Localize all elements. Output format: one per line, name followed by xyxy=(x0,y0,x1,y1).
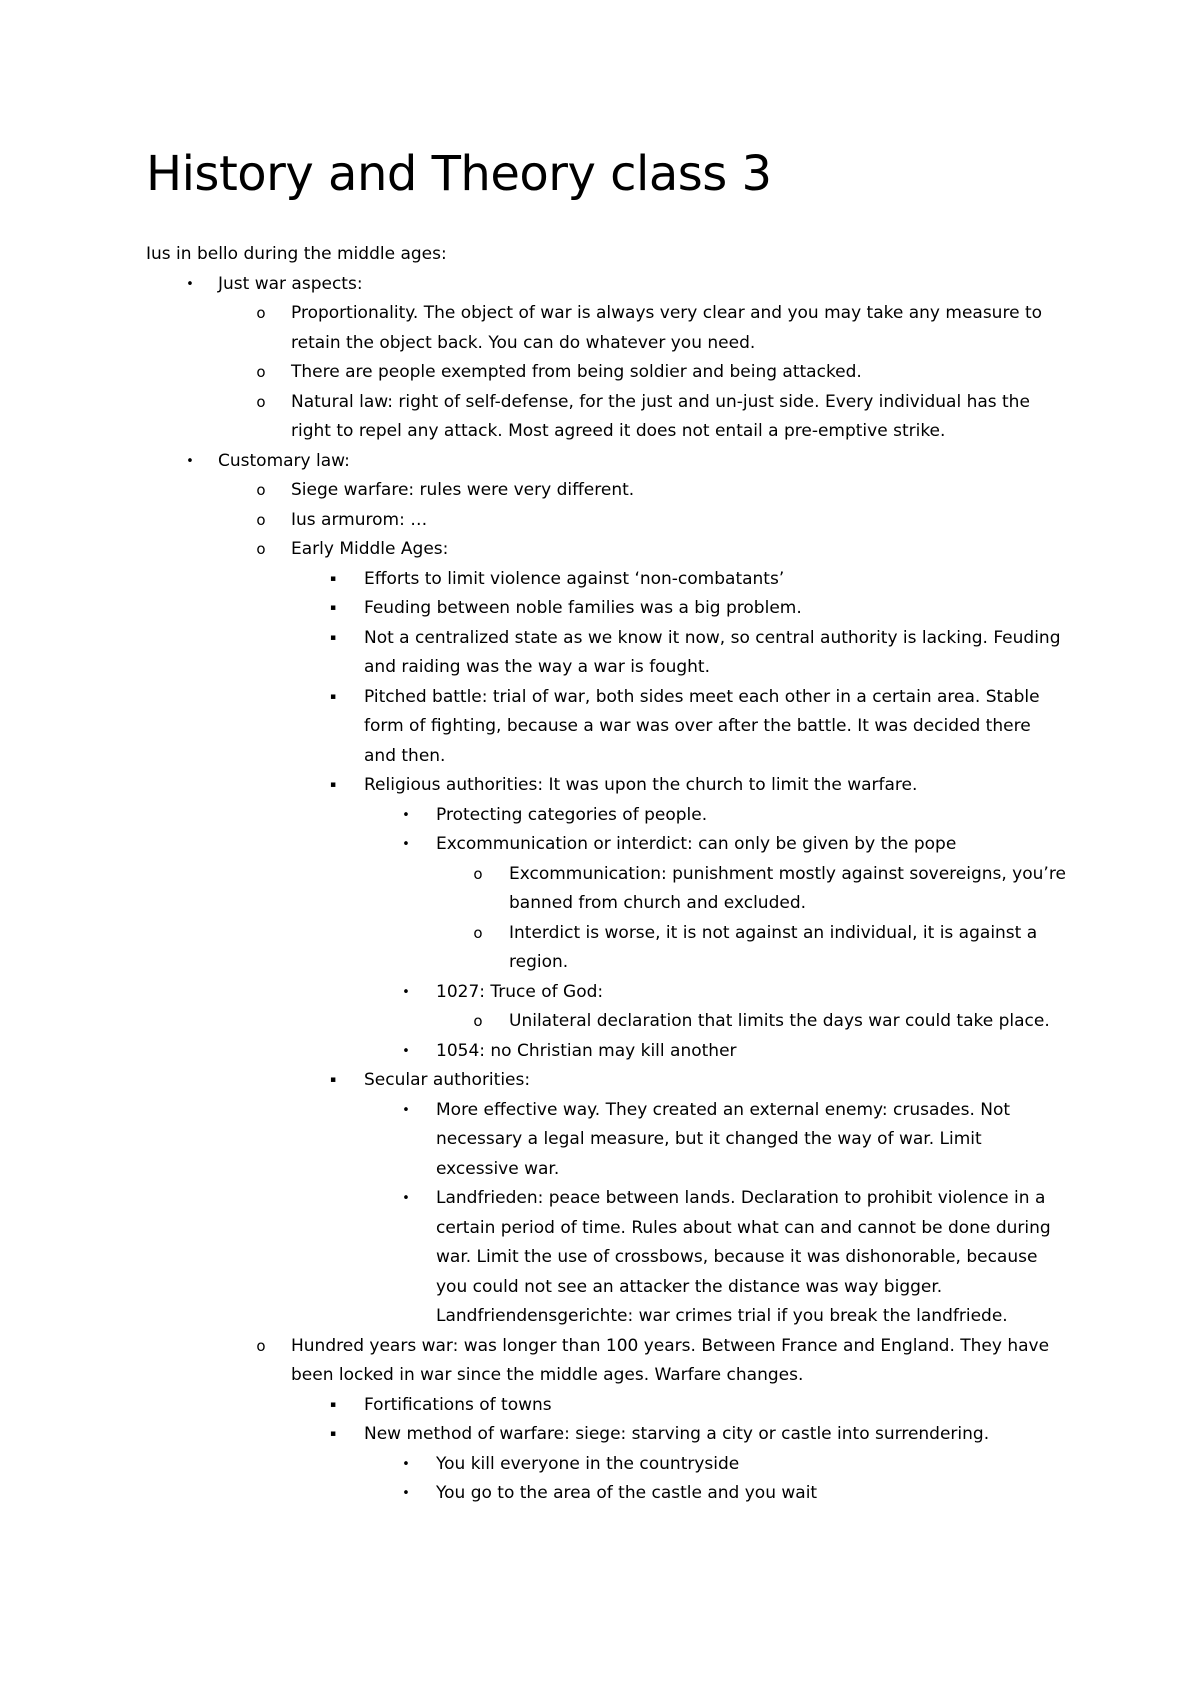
list-item-text: Religious authorities: It was upon the church to limit the warfare. xyxy=(364,775,918,795)
list-item-text: Unilateral declaration that limits the days war could take place. xyxy=(509,1011,1050,1031)
list-item xyxy=(0,771,1200,801)
list-item xyxy=(0,476,1200,506)
list-item xyxy=(0,594,1200,624)
list-item xyxy=(0,1450,1200,1480)
list-bullet: ▪ xyxy=(329,632,337,643)
list-item-text: Excommunication: punishment mostly against sovereigns, you’re banned from church and excluded. xyxy=(509,863,1066,913)
list-item-text: Customary law: xyxy=(218,450,350,471)
list-item xyxy=(0,1007,1200,1037)
list-item xyxy=(0,1391,1200,1421)
list-bullet: o xyxy=(256,363,266,381)
list-bullet: • xyxy=(402,1191,410,1206)
list-bullet: ▪ xyxy=(329,1075,337,1085)
list-item-text: Excommunication or interdict: can only be given by the pope xyxy=(436,834,957,854)
list-bullet: o xyxy=(473,923,483,942)
list-item xyxy=(0,447,1200,477)
list-bullet: ▪ xyxy=(329,573,337,584)
list-item-text: Natural law: right of self-defense, for the just and un-just side. Every individual has the right to repel any attack. Most agreed it does not entail a pre-emptive strike. xyxy=(291,391,1030,441)
list-item-text: You go to the area of the castle and you wait xyxy=(436,1483,818,1503)
list-bullet: o xyxy=(256,1336,266,1355)
outline-list xyxy=(0,270,1200,1509)
list-item xyxy=(0,299,1200,358)
list-bullet: • xyxy=(402,1102,410,1118)
list-item-text: New method of warfare: siege: starving a city or castle into surrendering. xyxy=(364,1424,990,1444)
list-bullet: o xyxy=(256,304,266,322)
list-item xyxy=(0,1420,1200,1450)
list-item-text: There are people exempted from being soldier and being attacked. xyxy=(291,362,862,382)
list-bullet: o xyxy=(256,540,266,558)
list-item xyxy=(0,270,1200,300)
list-item xyxy=(0,358,1200,388)
list-bullet: ▪ xyxy=(329,1429,337,1439)
list-bullet: • xyxy=(402,1456,410,1472)
intro-line: Ius in bello during the middle ages: xyxy=(146,244,447,264)
list-item xyxy=(0,801,1200,831)
list-item-text: Secular authorities: xyxy=(364,1070,531,1090)
list-item xyxy=(0,1066,1200,1096)
list-item xyxy=(0,1332,1200,1391)
list-item-text: Protecting categories of people. xyxy=(436,804,708,825)
list-item xyxy=(0,1479,1200,1509)
list-item-text: Efforts to limit violence against ‘non-combatants’ xyxy=(364,568,785,589)
list-bullet: ▪ xyxy=(329,1399,337,1410)
list-item xyxy=(0,978,1200,1008)
list-bullet: o xyxy=(256,392,266,411)
list-bullet: • xyxy=(402,1043,410,1059)
list-item-text: Pitched battle: trial of war, both sides meet each other in a certain area. Stable form of fighting, because a war was over after the battle. It was decided there and then. xyxy=(364,686,1040,766)
list-item xyxy=(0,506,1200,536)
list-item xyxy=(0,565,1200,595)
list-item-text: 1054: no Christian may kill another xyxy=(436,1040,737,1061)
list-item xyxy=(0,1096,1200,1185)
list-item-text: More effective way. They created an external enemy: crusades. Not necessary a legal measure, but it changed the way of war. Limit excessive war. xyxy=(436,1099,1011,1179)
list-item xyxy=(0,1037,1200,1067)
list-item-text: 1027: Truce of God: xyxy=(436,981,604,1002)
list-bullet: • xyxy=(186,453,194,469)
list-item xyxy=(0,1184,1200,1332)
list-item-text: You kill everyone in the countryside xyxy=(436,1453,740,1474)
list-bullet: ▪ xyxy=(329,691,337,702)
list-item-text: Ius armurom: … xyxy=(291,509,428,530)
list-item-text: Feuding between noble families was a big problem. xyxy=(364,598,802,618)
list-item-text: Proportionality. The object of war is always very clear and you may take any measure to retain the object back. You can do whatever you need. xyxy=(291,303,1043,353)
list-item xyxy=(0,683,1200,772)
list-bullet: o xyxy=(256,481,266,499)
page-title: History and Theory class 3 xyxy=(146,146,772,202)
list-item-text: Early Middle Ages: xyxy=(291,539,449,559)
list-item-text: Siege warfare: rules were very different. xyxy=(291,480,635,500)
list-item xyxy=(0,388,1200,447)
list-bullet: • xyxy=(402,1486,410,1501)
list-item-text: Interdict is worse, it is not against an individual, it is against a region. xyxy=(509,922,1038,972)
list-item-text: Fortifications of towns xyxy=(364,1394,552,1415)
list-bullet: o xyxy=(473,1012,483,1030)
list-bullet: • xyxy=(186,276,194,292)
list-item-text: Just war aspects: xyxy=(218,273,363,294)
list-item xyxy=(0,860,1200,919)
list-bullet: o xyxy=(256,510,266,529)
list-bullet: • xyxy=(402,807,410,823)
list-item-text: Hundred years war: was longer than 100 years. Between France and England. They have been locked in war since the middle ages. Warfare changes. xyxy=(291,1335,1050,1385)
list-bullet: • xyxy=(402,837,410,852)
list-bullet: • xyxy=(402,984,410,1000)
list-item xyxy=(0,535,1200,565)
list-bullet: ▪ xyxy=(329,603,337,613)
list-item-text: Not a centralized state as we know it now, so central authority is lacking. Feuding and raiding was the way a war is fought. xyxy=(364,627,1061,677)
list-bullet: o xyxy=(473,864,483,883)
list-item xyxy=(0,919,1200,978)
list-item xyxy=(0,830,1200,860)
list-item xyxy=(0,624,1200,683)
list-bullet: ▪ xyxy=(329,780,337,790)
list-item-text: Landfrieden: peace between lands. Declaration to prohibit violence in a certain period of time. Rules about what can and cannot be done during war. Limit the use of crossbows, because it was dishonorable, because you could not see an attacker the distance was way bigger. Landfriendensgerichte: war crimes trial if you break the landfriede. xyxy=(436,1188,1051,1326)
